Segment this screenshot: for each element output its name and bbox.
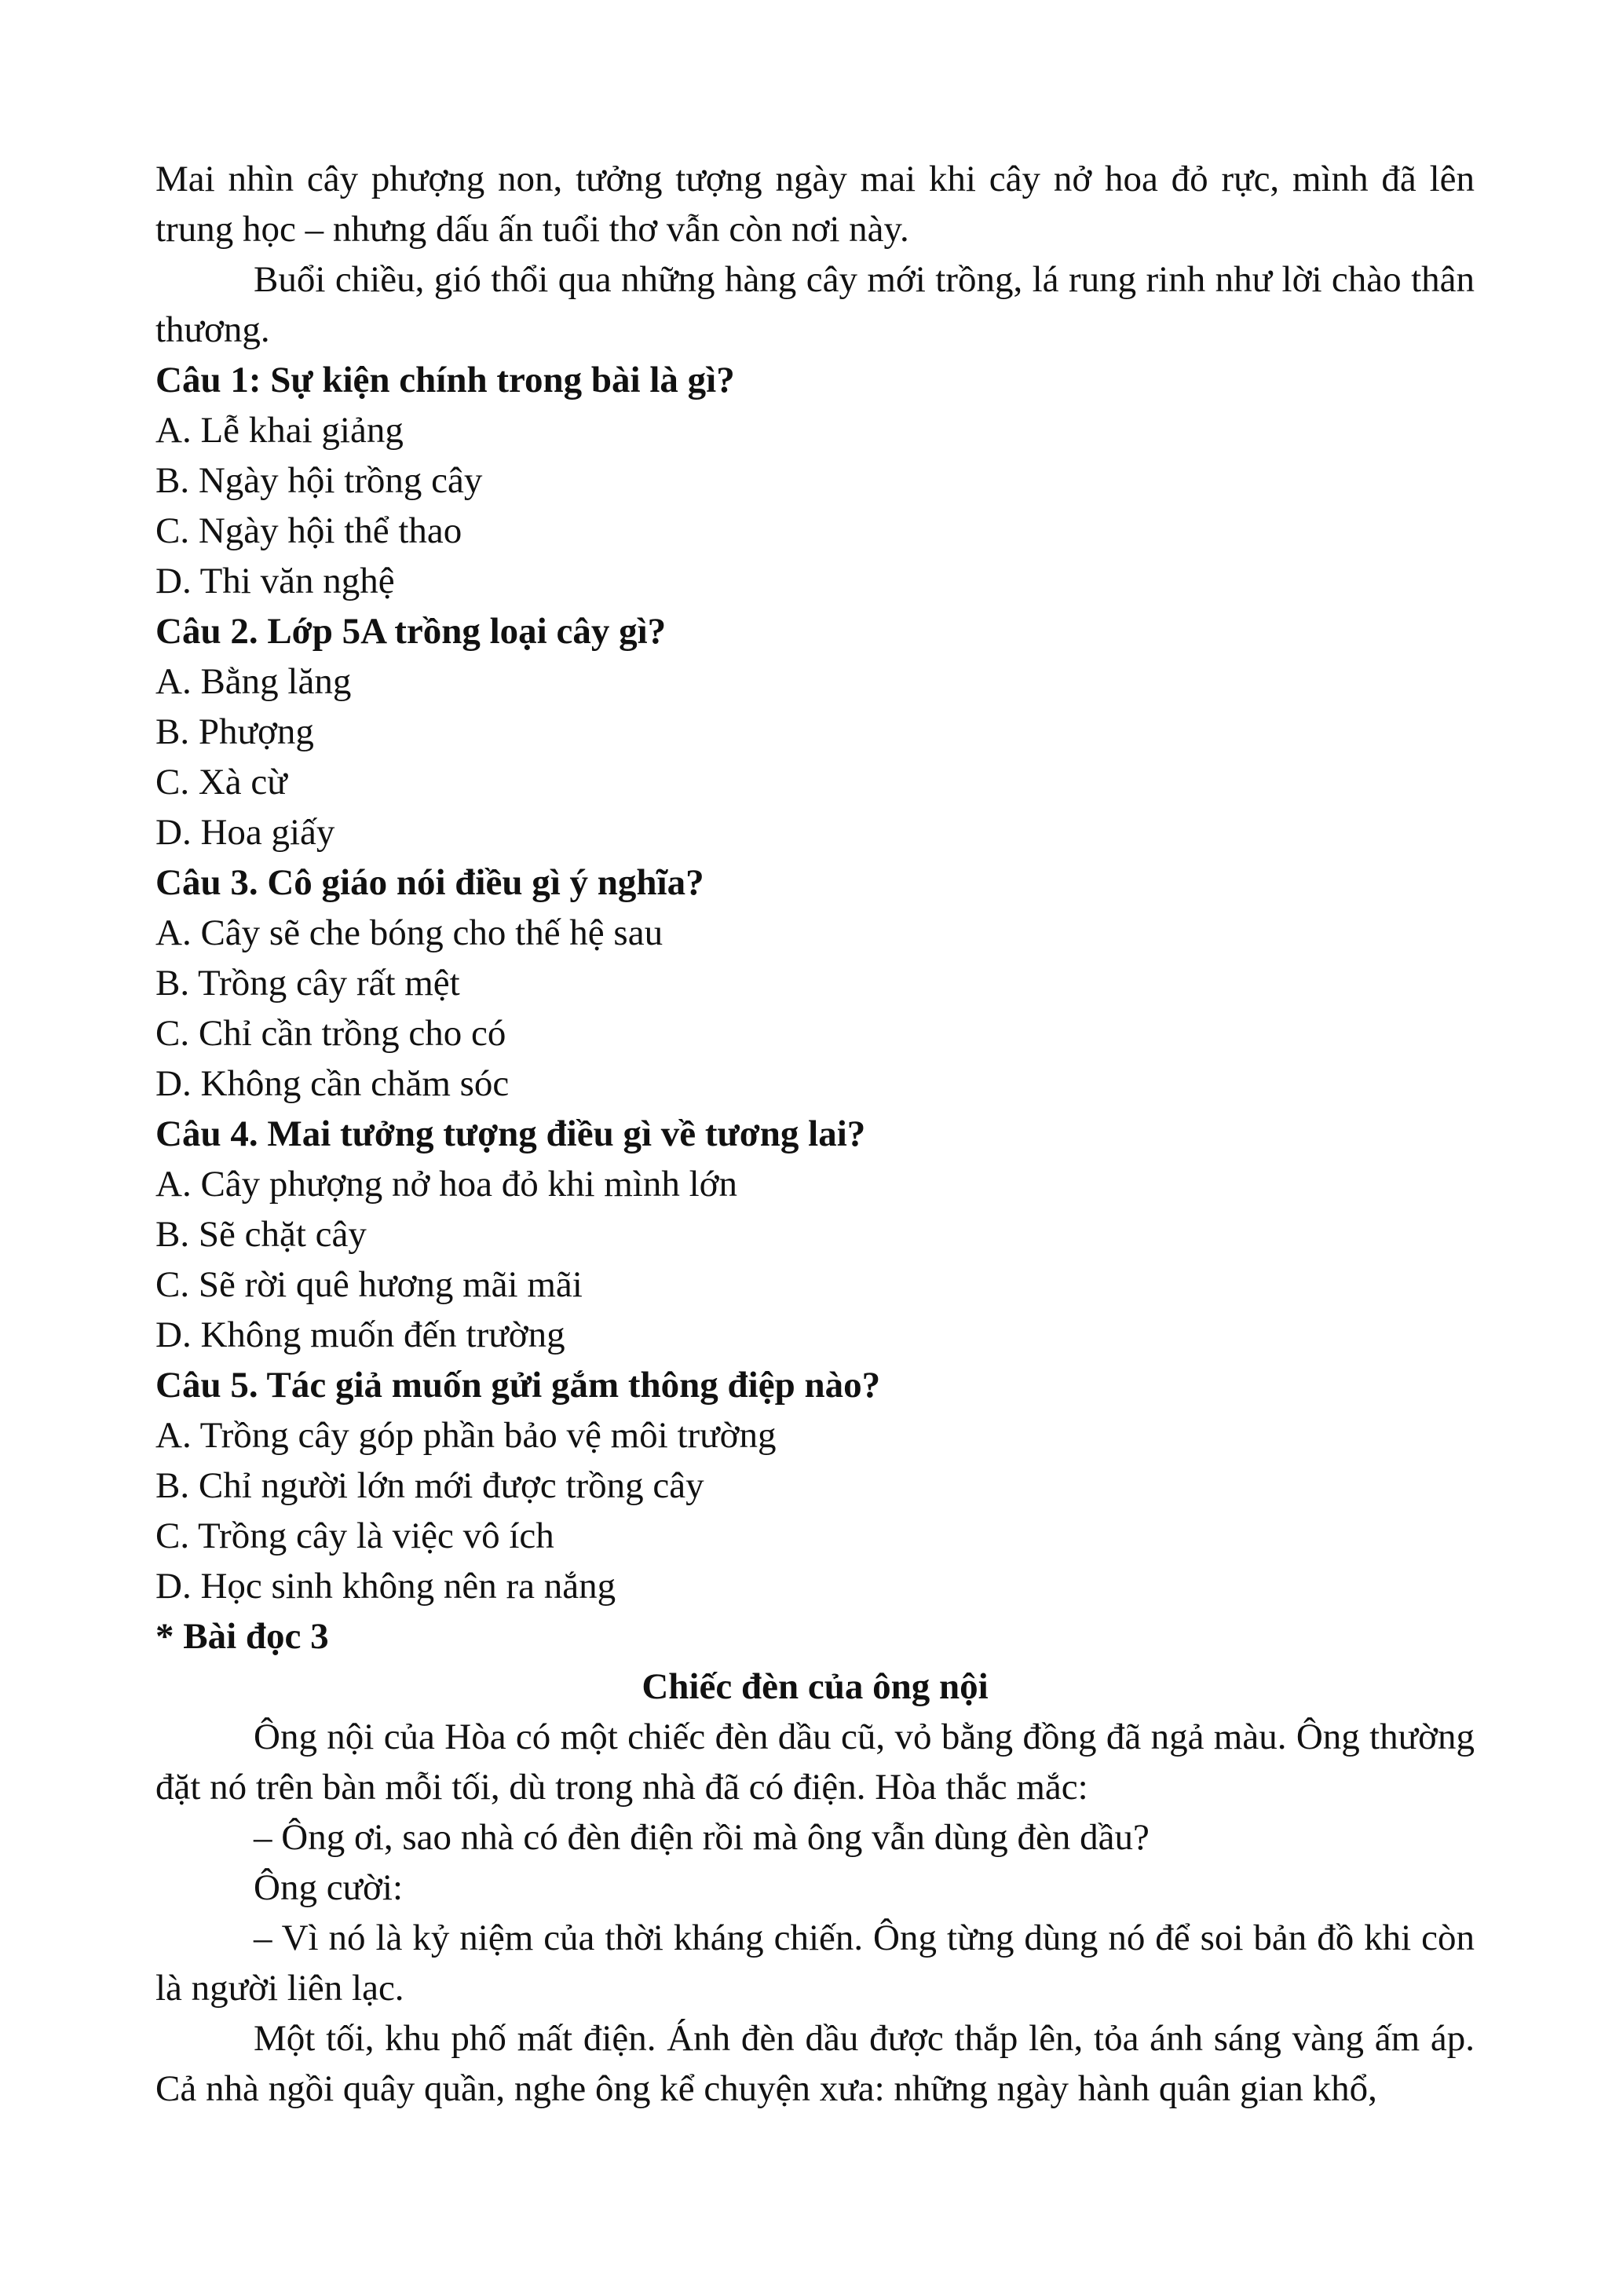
answer-option: C. Trồng cây là việc vô ích — [155, 1515, 554, 1556]
answer-option: C. Chỉ cần trồng cho có — [155, 1013, 506, 1054]
intro-paragraph-1: Mai nhìn cây phượng non, tưởng tượng ngày mai khi cây nở hoa đỏ rực, mình đã lên trung học – nhưng dấu ấn tuổi thơ vẫn còn nơi này. — [155, 159, 1475, 250]
answer-option: A. Bằng lăng — [155, 661, 352, 702]
question-1 — [155, 355, 1475, 606]
answer-option: A. Trồng cây góp phần bảo vệ môi trường — [155, 1415, 777, 1456]
answer-option: A. Cây sẽ che bóng cho thế hệ sau — [155, 912, 663, 953]
question-title: Câu 5. Tác giả muốn gửi gắm thông điệp nào? — [155, 1365, 881, 1406]
answer-option: A. Lễ khai giảng — [155, 410, 404, 451]
story-paragraph: Ông cười: — [254, 1867, 403, 1908]
answer-option: B. Phượng — [155, 711, 314, 752]
question-title: Câu 1: Sự kiện chính trong bài là gì? — [155, 360, 735, 400]
reading-3-label: * Bài đọc 3 — [155, 1616, 329, 1657]
question-2 — [155, 606, 1475, 857]
answer-option: B. Ngày hội trồng cây — [155, 460, 483, 501]
answer-option: D. Học sinh không nên ra nắng — [155, 1566, 616, 1607]
answer-option: C. Ngày hội thể thao — [155, 510, 462, 551]
answer-option: D. Không muốn đến trường — [155, 1314, 565, 1355]
document-page — [155, 154, 1475, 2114]
answer-option: A. Cây phượng nở hoa đỏ khi mình lớn — [155, 1164, 738, 1205]
question-4 — [155, 1109, 1475, 1360]
question-title: Câu 2. Lớp 5A trồng loại cây gì? — [155, 611, 667, 652]
question-title: Câu 3. Cô giáo nói điều gì ý nghĩa? — [155, 862, 704, 903]
reading-3-title: Chiếc đèn của ông nội — [642, 1666, 989, 1707]
story-dialogue: – Ông ơi, sao nhà có đèn điện rồi mà ông vẫn dùng đèn dầu? — [254, 1817, 1150, 1858]
answer-option: B. Trồng cây rất mệt — [155, 963, 460, 1004]
story-dialogue: – Vì nó là kỷ niệm của thời kháng chiến. Ông từng dùng nó để soi bản đồ khi còn là người liên lạc. — [155, 1918, 1475, 2009]
answer-option: B. Chỉ người lớn mới được trồng cây — [155, 1465, 704, 1506]
question-5 — [155, 1360, 1475, 1611]
story-paragraph: Một tối, khu phố mất điện. Ánh đèn dầu được thắp lên, tỏa ánh sáng vàng ấm áp. Cả nhà ngồi quây quần, nghe ông kể chuyện xưa: những ngày hành quân gian khổ, — [155, 2018, 1475, 2109]
answer-option: C. Sẽ rời quê hương mãi mãi — [155, 1264, 583, 1305]
answer-option: D. Hoa giấy — [155, 812, 335, 853]
answer-option: C. Xà cừ — [155, 762, 287, 803]
answer-option: B. Sẽ chặt cây — [155, 1214, 367, 1255]
intro-paragraph-2: Buổi chiều, gió thổi qua những hàng cây mới trồng, lá rung rinh như lời chào thân thương. — [155, 259, 1475, 350]
answer-option: D. Không cần chăm sóc — [155, 1063, 510, 1104]
question-title: Câu 4. Mai tưởng tượng điều gì về tương lai? — [155, 1113, 866, 1154]
story-paragraph: Ông nội của Hòa có một chiếc đèn dầu cũ, vỏ bằng đồng đã ngả màu. Ông thường đặt nó trên bàn mỗi tối, dù trong nhà đã có điện. Hòa thắc mắc: — [155, 1717, 1475, 1808]
answer-option: D. Thi văn nghệ — [155, 561, 395, 601]
question-3 — [155, 857, 1475, 1109]
